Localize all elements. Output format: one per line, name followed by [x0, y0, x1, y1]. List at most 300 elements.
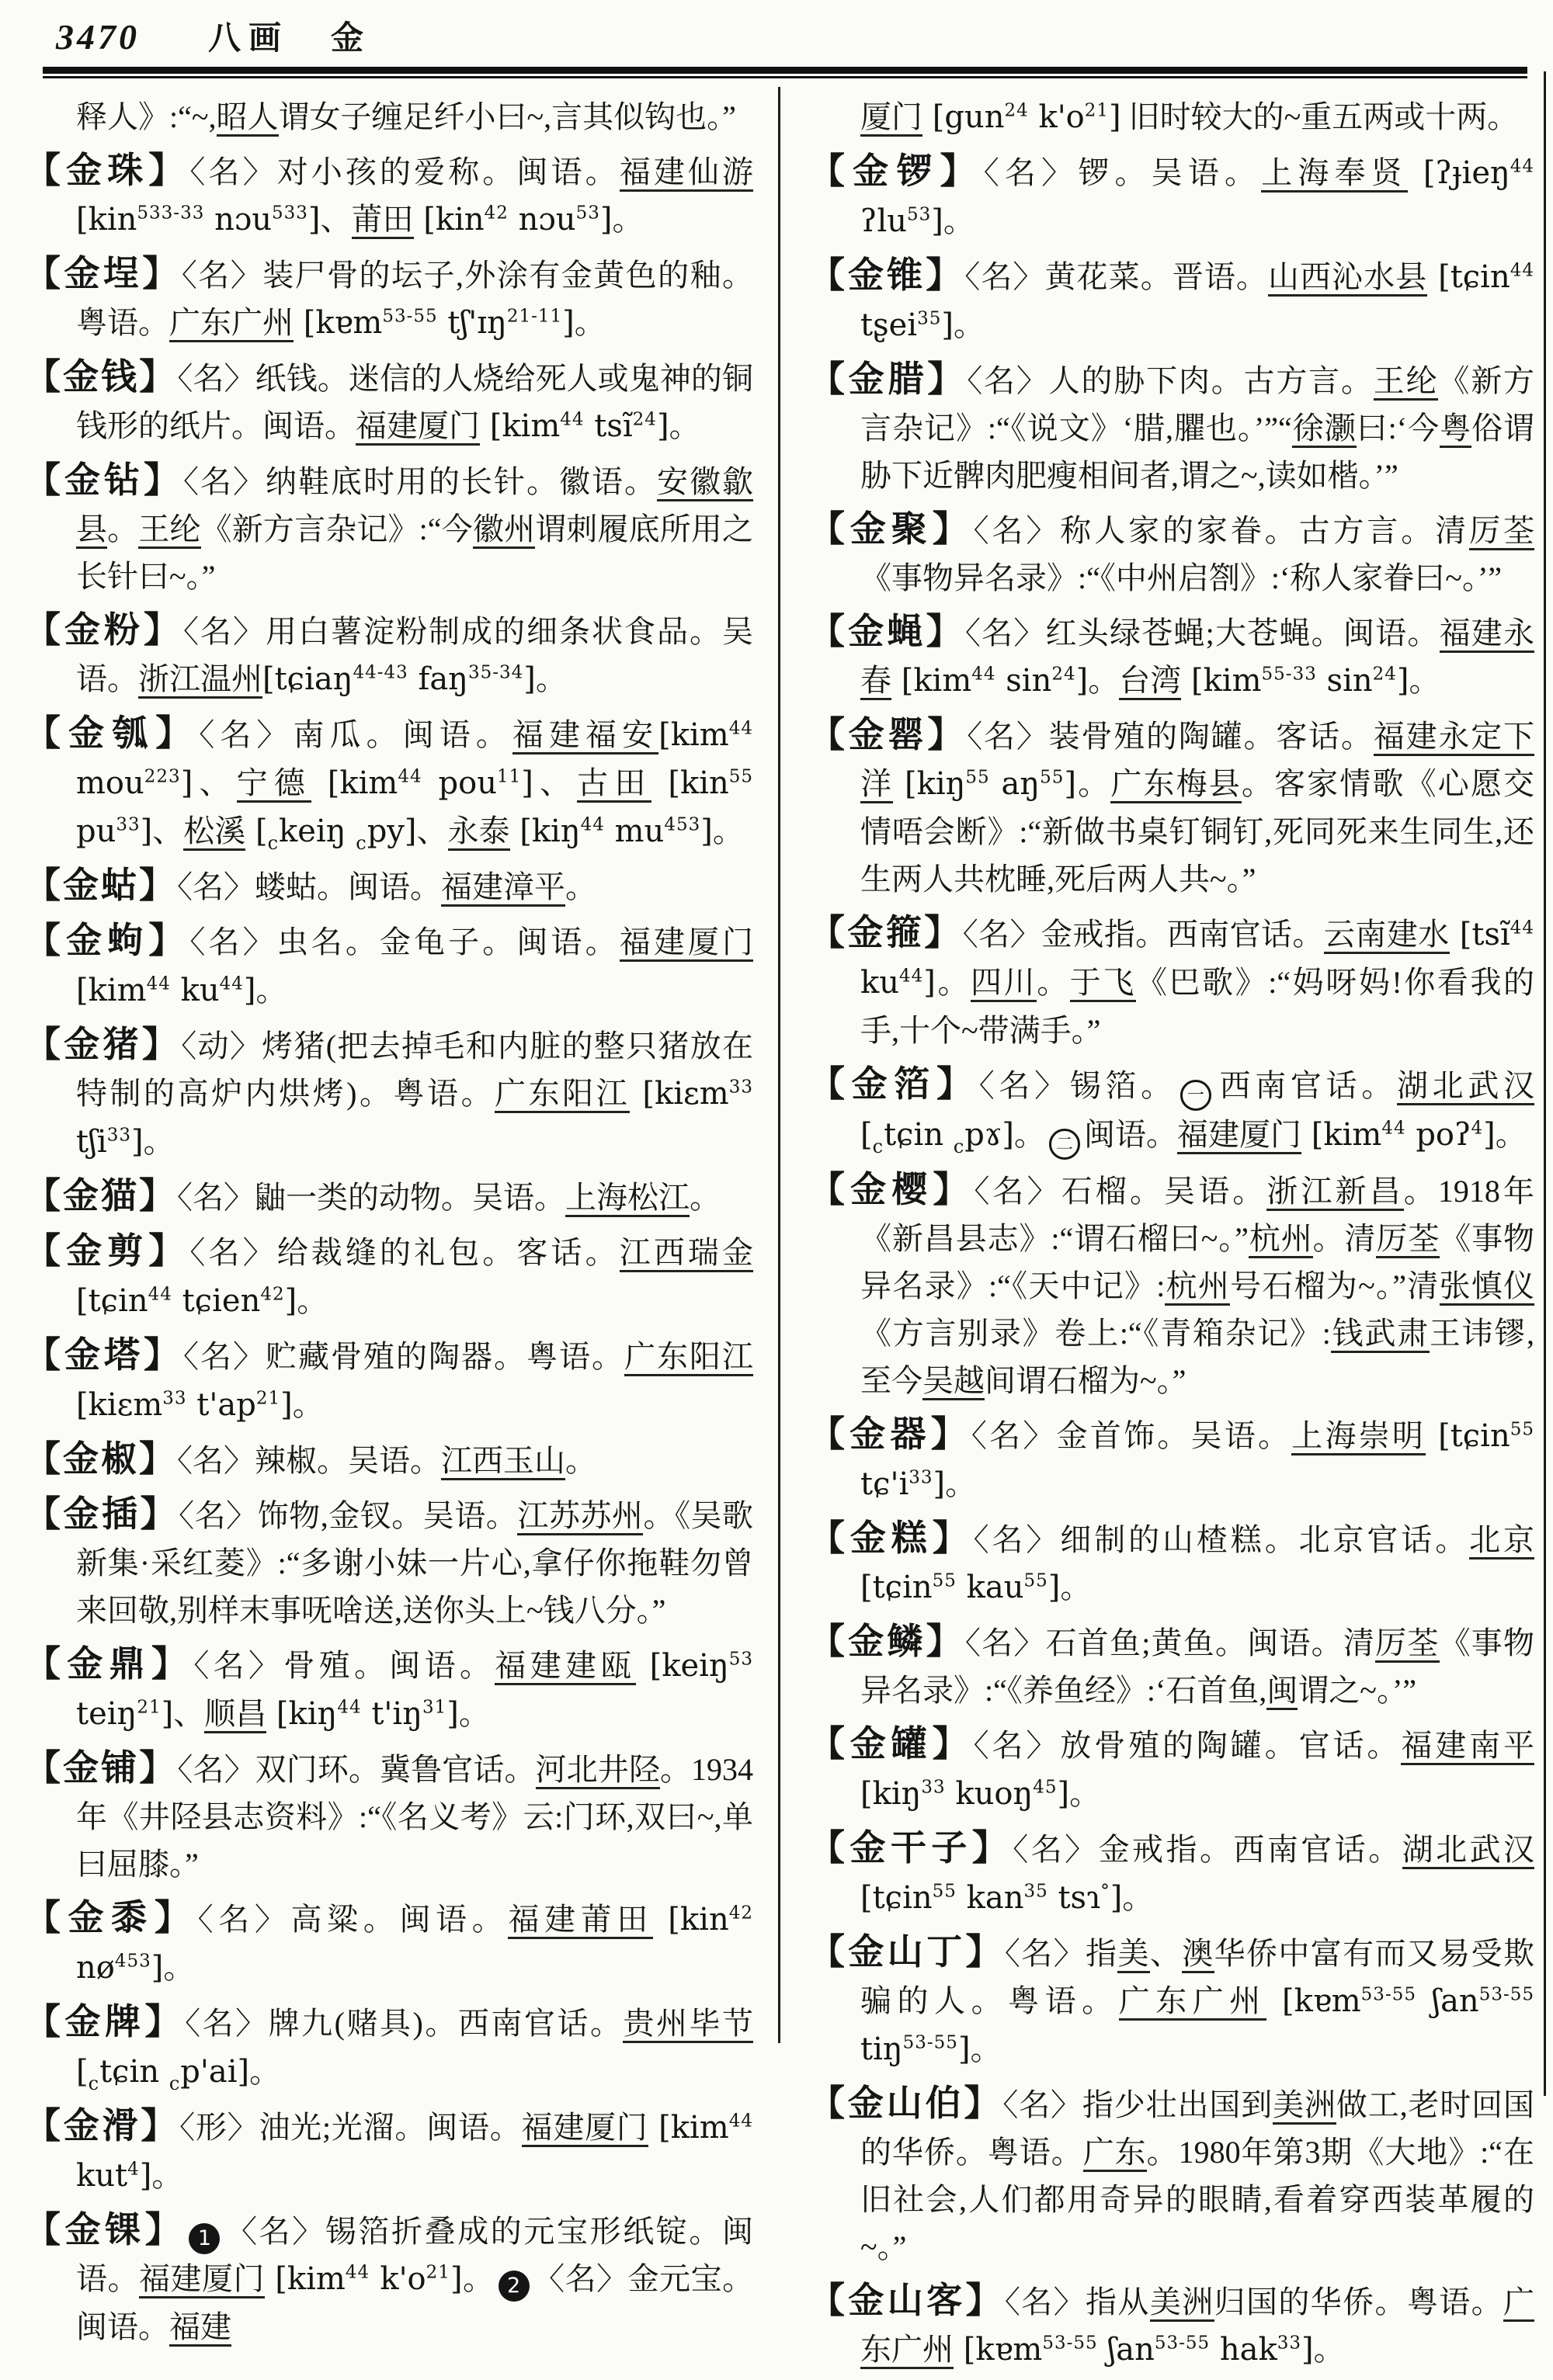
- entry-headword: 【金锣】: [809, 151, 984, 191]
- entry-headword: 【金钻】: [25, 460, 183, 500]
- proper-name: 宁德: [237, 765, 311, 803]
- text: 〈名〉蝼蛄。闽语。: [177, 869, 441, 904]
- page-edge-line: [1544, 71, 1546, 2096]
- tone-superscript: 44: [146, 973, 171, 994]
- tone-superscript: 44: [398, 766, 422, 787]
- pronunciation: ]: [243, 973, 256, 1008]
- text: 。: [462, 2261, 495, 2296]
- proper-name: 福建福安: [512, 717, 658, 755]
- dict-entry: [809, 1166, 1534, 1404]
- entry-headword: 【金铺】: [25, 1748, 178, 1788]
- proper-name: 上海松江: [565, 1180, 690, 1217]
- dict-entry: [25, 250, 753, 347]
- proper-name: 徽州: [473, 512, 535, 549]
- text: 。: [565, 869, 596, 904]
- entry-headword: 【金箔】: [809, 1064, 979, 1104]
- entry-headword: 【金滑】: [25, 2106, 180, 2146]
- dict-entry: [25, 1640, 753, 1738]
- tone-superscript: 453: [664, 814, 701, 835]
- dict-entry: [809, 1514, 1534, 1612]
- entry-headword: 【金鼎】: [25, 1644, 194, 1684]
- proper-name: 厉荃: [1469, 513, 1534, 550]
- text: 《事物异名录》:“《天中记》:: [860, 1221, 1535, 1303]
- tone-superscript: 53: [907, 204, 932, 225]
- text: 。: [935, 965, 971, 1000]
- pronunciation: [kin: [76, 202, 137, 238]
- pronunciation: [kiŋ: [509, 814, 581, 849]
- text: 。: [612, 202, 644, 237]
- tone-mark: c: [356, 832, 367, 854]
- tone-superscript: 44: [148, 1284, 172, 1305]
- text: 。: [1014, 1117, 1046, 1152]
- entry-headword: 【金鳞】: [809, 1622, 965, 1661]
- text: 《方言别录》卷上:“《青箱杂记》:: [860, 1316, 1331, 1351]
- tone-superscript: 44: [728, 2111, 753, 2132]
- text: 〈名〉称人家的家眷。古方言。清: [973, 513, 1470, 548]
- pronunciation: tsɿ: [1047, 1880, 1101, 1916]
- dict-entry: [809, 1928, 1534, 2073]
- text: 。1918年《新昌县志》:“谓石榴曰~。”: [860, 1174, 1535, 1256]
- text: 〈名〉金戒指。西南官话。: [1013, 1832, 1402, 1867]
- pronunciation: kuoŋ: [945, 1776, 1034, 1812]
- pronunciation: ]: [941, 307, 954, 343]
- text: 〈名〉指少壮出国到: [1002, 2087, 1273, 2122]
- tone-superscript: °: [1100, 1881, 1110, 1902]
- dict-entry: [25, 353, 753, 450]
- text: 。: [690, 1180, 721, 1215]
- dict-entry: [25, 1021, 753, 1166]
- text: 《事物异名录》:“《养鱼经》:‘石首鱼,: [860, 1625, 1535, 1708]
- dict-entry: [809, 608, 1534, 705]
- tone-mark: c: [267, 832, 279, 854]
- text: 〈名〉指从: [1004, 2285, 1150, 2319]
- dict-entry: [25, 1172, 753, 1221]
- text: 〈名〉锣。吴语。: [983, 155, 1262, 190]
- proper-name: 美洲: [1273, 2087, 1336, 2125]
- entry-headword: 【金粉】: [25, 610, 183, 650]
- proper-name: 于飞: [1070, 965, 1136, 1002]
- text: 归国的华侨。粤语。: [1214, 2285, 1504, 2319]
- pronunciation: [kiɛm: [76, 1387, 163, 1423]
- text: 。: [945, 1466, 977, 1501]
- text: 。: [1037, 965, 1070, 1000]
- tone-superscript: 35: [917, 308, 942, 329]
- pronunciation: [kim: [311, 765, 398, 801]
- sense-number-circled: 二: [1049, 1129, 1080, 1160]
- pronunciation: ]: [450, 2261, 463, 2297]
- dict-entry: [25, 1331, 753, 1429]
- text: 〈名〉饰物,金钗。吴语。: [179, 1498, 518, 1533]
- text: 、: [1149, 1936, 1183, 1971]
- text: 〈动〉烤猪(把去掉毛和内脏的整只猪放在特制的高炉内烘烤)。粤语。: [76, 1029, 753, 1111]
- proper-name: 粤: [1440, 411, 1471, 448]
- entry-headword: 【金山伯】: [809, 2083, 1003, 2123]
- dict-entry: [25, 1435, 753, 1484]
- proper-name: 广东阳江: [624, 1339, 753, 1376]
- sense-number-filled: 2: [499, 2271, 530, 2302]
- text: 。: [163, 1950, 195, 1985]
- proper-name: 顺昌: [204, 1696, 266, 1733]
- tone-superscript: 44: [345, 2262, 370, 2283]
- text: 、: [320, 202, 352, 237]
- text: 。: [712, 814, 744, 848]
- dict-entry: [809, 252, 1534, 349]
- pronunciation: nɔu: [204, 202, 272, 238]
- tone-superscript: 44: [971, 664, 996, 685]
- text: 。: [565, 1443, 596, 1478]
- text: 西南官话。: [1214, 1068, 1397, 1103]
- pronunciation: ]: [562, 305, 575, 341]
- proper-name: 厉荃: [1375, 1625, 1439, 1663]
- text: 间谓石榴为~。”: [985, 1363, 1186, 1398]
- tone-superscript: 33: [116, 814, 141, 835]
- tone-superscript: 53-55: [382, 306, 438, 327]
- proper-name: 福建永春: [860, 616, 1534, 700]
- tone-superscript: 33: [909, 1467, 933, 1488]
- tone-superscript: 21: [1084, 100, 1110, 121]
- pronunciation: [kim: [1181, 663, 1262, 699]
- pronunciation: [tɕin: [76, 1283, 148, 1319]
- pronunciation: pu: [76, 814, 116, 849]
- pronunciation: ]: [1301, 2332, 1314, 2368]
- text: 。: [1088, 663, 1120, 698]
- text: 〈名〉金戒指。西南官话。: [962, 917, 1324, 952]
- dict-entry: [25, 1998, 753, 2096]
- pronunciation: ]: [523, 661, 536, 697]
- proper-name: 浙江新昌: [1266, 1174, 1403, 1211]
- text: 〈名〉牌九(赌具)。西南官话。: [185, 2006, 624, 2041]
- pronunciation: [: [860, 1117, 873, 1153]
- tone-superscript: 21: [426, 2262, 450, 2283]
- entry-headword: 【金珠】: [25, 151, 190, 190]
- pronunciation: [kɐm: [954, 2332, 1043, 2368]
- pronunciation: pɤ]: [964, 1117, 1015, 1153]
- pronunciation: [tɕiaŋ: [262, 661, 353, 697]
- pronunciation: [tɕin: [1426, 1418, 1510, 1454]
- proper-name: 湖北武汉: [1402, 1832, 1534, 1869]
- text: 。: [255, 973, 287, 1008]
- tone-superscript: 45: [1033, 1777, 1058, 1798]
- section-title: 八画: [208, 21, 290, 57]
- text: 谓刺履底所用之长针曰~。”: [76, 512, 754, 594]
- tone-superscript: 453: [114, 1951, 151, 1972]
- page-number: 3470: [56, 17, 140, 57]
- dict-entry: [25, 2102, 753, 2200]
- dict-entry: [809, 356, 1534, 499]
- dict-entry: [809, 2080, 1534, 2271]
- entry-headword: 【金山客】: [809, 2281, 1005, 2320]
- text: 《巴歌》:“妈呀妈!你看我的手,十个~带满手。”: [860, 965, 1535, 1048]
- text: 、: [152, 814, 184, 848]
- page-header: [56, 12, 363, 59]
- proper-name: 杭州: [1165, 1268, 1230, 1306]
- continuation-paragraph: [25, 93, 753, 141]
- proper-name: 台湾: [1119, 663, 1181, 700]
- text: 《新方言杂记》:“今: [200, 512, 473, 546]
- column-divider: [778, 87, 780, 2043]
- text: 〈名〉锡箔。: [978, 1068, 1176, 1103]
- proper-name: 北京: [1469, 1522, 1534, 1559]
- pronunciation: t'ap: [186, 1387, 256, 1423]
- text: 曰:‘今: [1356, 411, 1440, 446]
- pronunciation: ]: [656, 408, 669, 444]
- proper-name: 古田: [577, 765, 651, 803]
- text: 〈名〉黄花菜。晋语。: [964, 259, 1268, 294]
- pronunciation: ]: [284, 1283, 297, 1319]
- proper-name: 湖北武汉: [1397, 1068, 1534, 1105]
- tone-superscript: 44: [1510, 156, 1535, 177]
- proper-name: 江西玉山: [441, 1443, 565, 1480]
- dict-entry: [25, 1744, 753, 1888]
- dict-entry: [25, 2206, 753, 2351]
- proper-name: 福建莆田: [508, 1902, 653, 1939]
- text: 。《吴歌新集·采红菱》:“多谢小妹一片心,拿仔你拖鞋勿曾来回敬,别样末事呒啥送,送你头上~钱八分。”: [76, 1498, 754, 1628]
- text: 《事物异名录》:“《中州启劄》:‘称人家眷曰~。’”: [860, 560, 1503, 595]
- tone-superscript: 44: [728, 718, 754, 739]
- proper-name: 松溪: [183, 814, 245, 851]
- pronunciation: ]: [1075, 663, 1089, 699]
- proper-name: 王纶: [138, 512, 200, 549]
- tone-superscript: 55: [1040, 767, 1065, 788]
- entry-headword: 【金黍】: [25, 1898, 198, 1938]
- entry-headword: 【金罐】: [809, 1724, 974, 1764]
- text: 〈名〉对小孩的爱称。闽语。: [189, 154, 620, 189]
- pronunciation: ʃan: [1416, 1983, 1479, 2019]
- text: 。: [943, 203, 975, 238]
- pronunciation: ]: [1047, 1570, 1061, 1605]
- text: 。: [297, 1283, 328, 1318]
- text: 。: [1122, 1880, 1154, 1915]
- entry-headword: 【金箍】: [809, 913, 963, 952]
- proper-name: 张慎仪: [1440, 1268, 1535, 1306]
- tone-superscript: 33: [162, 1388, 187, 1409]
- pronunciation: ]: [161, 1696, 174, 1732]
- entry-headword: 【金锥】: [809, 255, 965, 295]
- proper-name: 福建厦门: [1177, 1117, 1301, 1154]
- entry-headword: 【金钱】: [25, 357, 178, 397]
- pronunciation: ]: [446, 1696, 459, 1732]
- text: 俗谓胁下近髀肉肥瘦相间者,谓之~,读如楷。’”: [860, 411, 1535, 493]
- pronunciation: [ʔɟieŋ: [1407, 155, 1510, 191]
- proper-name: 澳: [1182, 1936, 1214, 1973]
- pronunciation: sin: [1316, 663, 1373, 699]
- text: 〈名〉石首鱼;黄鱼。闽语。清: [964, 1625, 1376, 1660]
- text: 〈名〉骨殖。闽语。: [193, 1648, 495, 1683]
- pronunciation: tʂei: [860, 307, 918, 343]
- proper-name: 广东梅县: [1110, 766, 1242, 803]
- tone-superscript: 4: [1471, 1118, 1484, 1139]
- dict-entry: [809, 1410, 1534, 1508]
- tone-superscript: 35-34: [467, 662, 524, 683]
- text: 〈名〉锡箔折叠成的元宝形纸锭。闽语。: [76, 2214, 754, 2296]
- proper-name: 贵州毕节: [623, 2006, 753, 2043]
- proper-name: 莆田: [352, 202, 414, 239]
- tone-superscript: 31: [422, 1697, 447, 1718]
- pronunciation: [gun: [922, 99, 1005, 135]
- tone-superscript: 53-55: [1154, 2333, 1211, 2354]
- proper-name: 永泰: [448, 814, 510, 851]
- entry-headword: 【金猪】: [25, 1025, 182, 1064]
- text: 、: [416, 814, 448, 848]
- tone-superscript: 42: [484, 203, 509, 224]
- text: 〈形〉油光;光溜。闽语。: [179, 2110, 522, 2145]
- pronunciation: kau: [956, 1570, 1024, 1605]
- text: 。: [574, 305, 606, 340]
- proper-name: 福建漳平: [441, 869, 565, 907]
- entry-headword: 【金糕】: [809, 1518, 974, 1558]
- text: 〈名〉高粱。闽语。: [197, 1902, 509, 1937]
- tone-superscript: 44: [899, 966, 924, 987]
- pronunciation: tɕin: [884, 1117, 954, 1153]
- pronunciation: [: [245, 814, 268, 849]
- entry-headword: 【金山丁】: [809, 1932, 1005, 1972]
- text: 。: [1313, 2332, 1345, 2367]
- tone-superscript: 24: [632, 409, 657, 430]
- proper-name: 钱武肃: [1331, 1316, 1430, 1353]
- pronunciation: mu: [604, 814, 665, 849]
- pronunciation: tiŋ: [860, 2031, 903, 2067]
- proper-name: 闽: [1266, 1673, 1298, 1710]
- proper-name: 福建仙游: [620, 154, 753, 192]
- text: 〈名〉红头绿苍蝇;大苍蝇。闽语。: [964, 616, 1440, 651]
- dict-entry: [25, 1490, 753, 1634]
- pronunciation: [kɐm: [294, 305, 383, 341]
- pronunciation: sin: [995, 663, 1052, 699]
- pronunciation: [tɕin: [860, 1570, 933, 1605]
- text: 闽语。: [1084, 1117, 1178, 1152]
- pronunciation: hak: [1210, 2332, 1277, 2368]
- text: 〈名〉石榴。吴语。: [974, 1174, 1267, 1209]
- entry-headword: 【金椒】: [25, 1439, 177, 1479]
- pronunciation: [kim: [891, 663, 972, 699]
- text: 。: [1069, 1776, 1101, 1811]
- text: 〈名〉鼬一类的动物。吴语。: [177, 1180, 565, 1215]
- proper-name: 厉荃: [1376, 1221, 1440, 1258]
- text: 〈名〉双门环。冀鲁官话。: [177, 1752, 536, 1787]
- text: 〈名〉贮藏骨殖的陶器。粤语。: [183, 1339, 624, 1374]
- tone-mark: c: [953, 1136, 964, 1157]
- tone-superscript: 35: [1023, 1881, 1048, 1902]
- pronunciation: ]: [957, 2031, 971, 2067]
- proper-name: 江西瑞金: [620, 1235, 753, 1272]
- entry-headword: 【金牌】: [25, 2002, 186, 2042]
- text: 《新方言杂记》:“《说文》‘腊,臞也。’”“: [860, 363, 1535, 446]
- entry-headword: 【金干子】: [809, 1828, 1013, 1868]
- pronunciation: [kim: [648, 2110, 729, 2146]
- pronunciation: [tɕin: [1427, 259, 1510, 295]
- pronunciation: ]: [140, 814, 153, 849]
- proper-name: 福建建瓯: [495, 1648, 635, 1685]
- tone-superscript: 33: [921, 1777, 946, 1798]
- pronunciation: ]: [599, 202, 613, 238]
- entry-headword: 【金聚】: [809, 509, 974, 549]
- pronunciation: ]: [280, 1387, 293, 1423]
- tone-mark: c: [88, 2073, 99, 2094]
- pronunciation: [kim: [480, 408, 561, 444]
- pronunciation: ʔlu: [860, 203, 907, 239]
- proper-name: 福建厦门: [139, 2261, 265, 2298]
- tone-superscript: 44: [560, 409, 585, 430]
- dict-entry: [809, 909, 1534, 1054]
- tone-superscript: 33: [728, 1077, 753, 1098]
- tone-superscript: 55: [932, 1881, 957, 1902]
- pronunciation: ]: [700, 814, 713, 849]
- pronunciation: ]: [131, 1124, 144, 1160]
- text: 做工,老时回国的华侨。粤语。: [860, 2087, 1535, 2170]
- entry-headword: 【金蛄】: [25, 866, 177, 905]
- proper-name: 吴越: [922, 1363, 985, 1400]
- pronunciation: ]: [931, 203, 943, 239]
- pronunciation: tɕ'i: [860, 1466, 909, 1502]
- text: 华侨中富有而又易受欺骗的人。粤语。: [860, 1936, 1535, 2018]
- proper-name: 美: [1117, 1936, 1149, 1973]
- pronunciation: [kiŋ: [893, 766, 966, 802]
- pronunciation: [kɐm: [1266, 1983, 1361, 2019]
- text: 。客家情歌《心愿交情唔会断》:“新做书桌钉铜钉,死同死来生同生,还生两人共枕睡,死后两人共~。”: [860, 766, 1535, 897]
- sense-number-filled: 1: [189, 2223, 220, 2254]
- tone-superscript: 21: [255, 1388, 281, 1409]
- tone-superscript: 33: [1277, 2333, 1301, 2354]
- proper-name: 福建厦门: [522, 2110, 648, 2147]
- dict-entry: [25, 1227, 753, 1325]
- header-rule: [43, 67, 1527, 78]
- tone-superscript: 53-55: [1360, 1984, 1416, 2005]
- text: 。: [143, 1124, 175, 1159]
- text: 。: [953, 307, 985, 342]
- proper-name: 福建厦门: [620, 925, 753, 962]
- pronunciation: [kiŋ: [860, 1776, 922, 1812]
- entry-headword: 【金插】: [25, 1494, 179, 1534]
- proper-name: 山西沁水县: [1268, 259, 1427, 297]
- pronunciation: nɔu: [508, 202, 576, 238]
- text: 。: [535, 661, 567, 696]
- entry-headword: 【金器】: [809, 1414, 971, 1454]
- proper-name: 福建: [169, 2309, 231, 2347]
- pronunciation: aŋ: [989, 766, 1041, 802]
- text: 。: [1060, 1570, 1092, 1605]
- tone-superscript: 44: [580, 814, 605, 835]
- tone-superscript: 44: [219, 973, 244, 994]
- pronunciation: [kin: [413, 202, 485, 238]
- entry-headword: 【金埕】: [25, 254, 182, 293]
- pronunciation: ]: [521, 765, 533, 801]
- tone-superscript: 53: [575, 203, 600, 224]
- text: 〈名〉金元宝。闽语。: [76, 2261, 754, 2344]
- column-right: [809, 93, 1534, 2380]
- text: 〈名〉给裁缝的礼包。客话。: [189, 1235, 620, 1270]
- pronunciation: ]: [1110, 1880, 1123, 1916]
- text: 谓女子缠足纤小曰~,言其似钩也。”: [278, 99, 736, 134]
- entry-headword: 【金蝇】: [809, 612, 965, 651]
- text: 〈名〉纸钱。迷信的人烧给死人或鬼神的铜钱形的纸片。闽语。: [76, 361, 754, 443]
- proper-name: 上海奉贤: [1261, 155, 1408, 193]
- pronunciation: ]: [1064, 766, 1077, 802]
- pronunciation: ]: [933, 1466, 946, 1502]
- entry-headword: 【金猫】: [25, 1176, 177, 1216]
- pronunciation: poʔ: [1405, 1117, 1471, 1153]
- dict-entry: [809, 147, 1534, 245]
- dict-entry: [25, 1894, 753, 1992]
- proper-name: 安徽歙县: [76, 464, 753, 549]
- pronunciation: p'ai]: [180, 2054, 250, 2090]
- tone-superscript: 53-55: [902, 2032, 958, 2053]
- proper-name: 广东广州: [1119, 1983, 1266, 2021]
- pronunciation: t'iŋ: [361, 1696, 422, 1732]
- pronunciation: ]: [307, 202, 321, 238]
- tone-mark: c: [872, 1136, 884, 1157]
- entry-headword: 【金腊】: [809, 359, 968, 399]
- text: 。: [970, 2031, 1002, 2066]
